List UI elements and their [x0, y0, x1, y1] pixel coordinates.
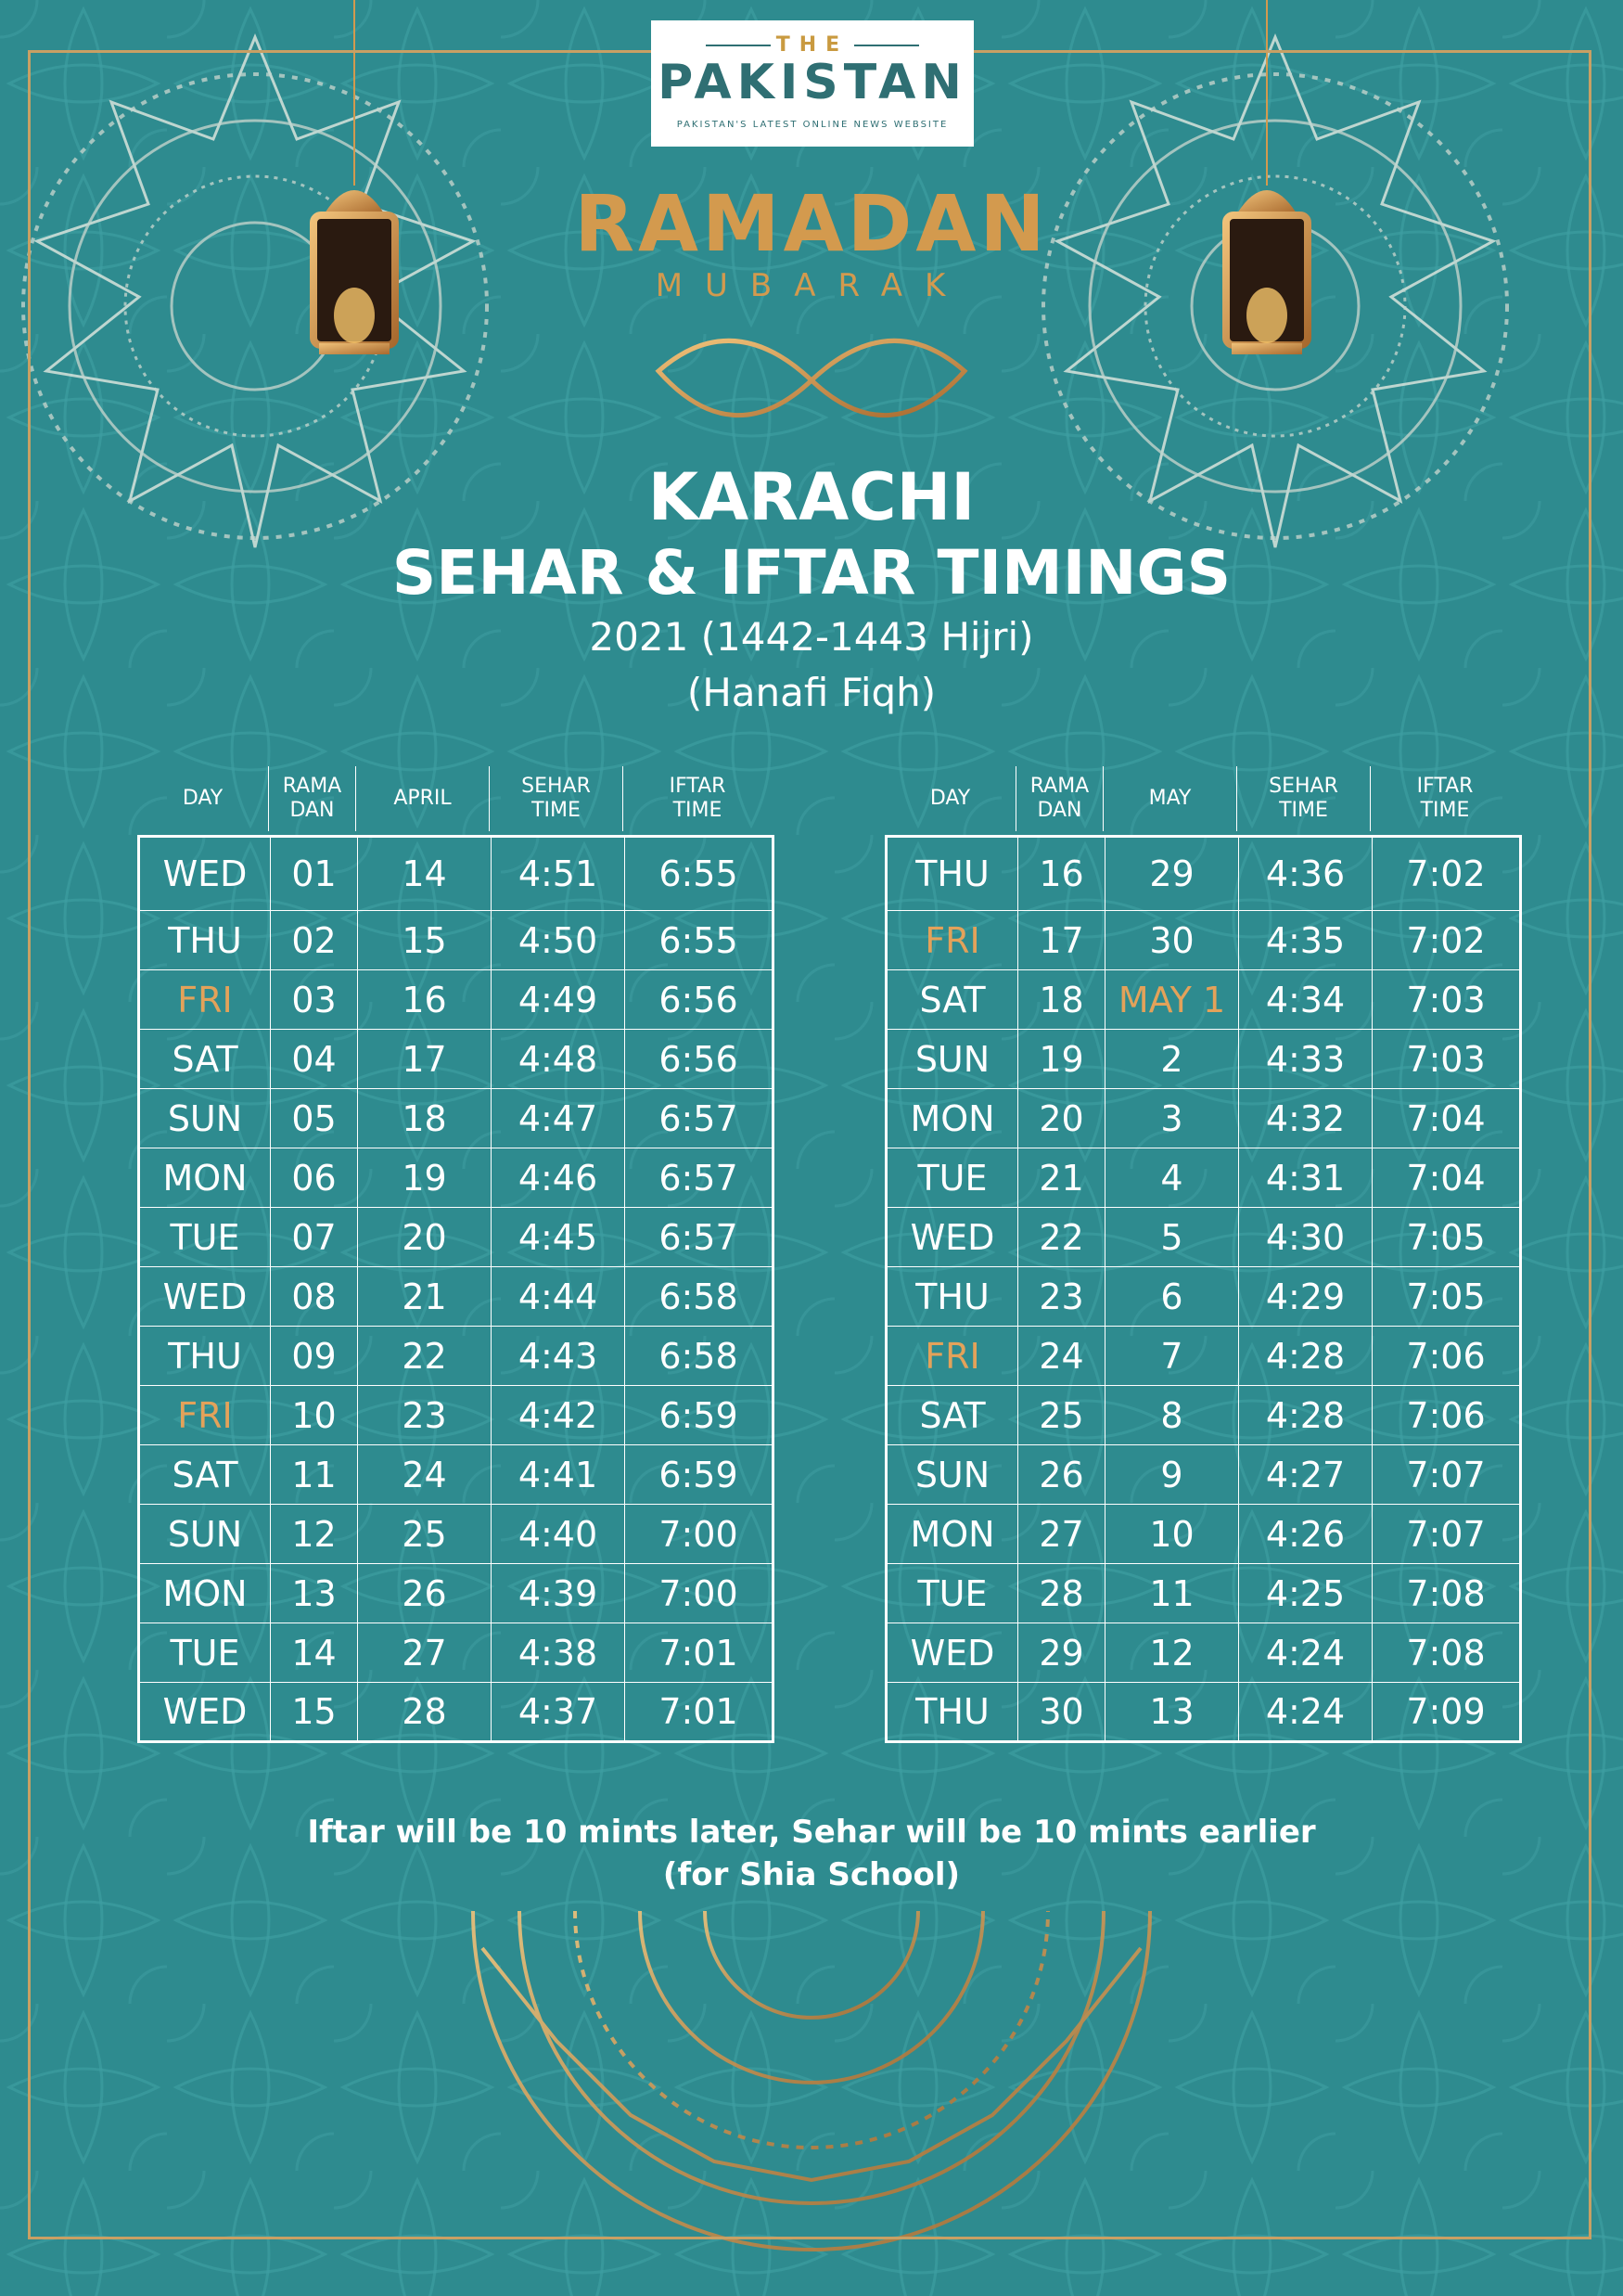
- cell-sehar: 4:36: [1239, 837, 1373, 911]
- footnote-line1: Iftar will be 10 mints later, Sehar will be 10 mints earlier: [307, 1814, 1316, 1851]
- cell-iftar: 7:04: [1373, 1148, 1521, 1208]
- cell-iftar: 6:57: [625, 1148, 773, 1208]
- cell-ramadan: 26: [1018, 1445, 1105, 1505]
- table-row: [887, 1623, 1521, 1683]
- cell-date: 23: [358, 1386, 492, 1445]
- cell-day: SAT: [887, 970, 1018, 1030]
- cell-sehar: 4:24: [1239, 1623, 1373, 1683]
- cell-ramadan: 12: [271, 1505, 358, 1564]
- cell-iftar: 6:56: [625, 970, 773, 1030]
- cell-day: TUE: [139, 1623, 271, 1683]
- cell-ramadan: 04: [271, 1030, 358, 1089]
- footnote: [0, 1811, 1623, 1896]
- cell-sehar: 4:42: [492, 1386, 625, 1445]
- cell-ramadan: 23: [1018, 1267, 1105, 1327]
- cell-iftar: 7:07: [1373, 1445, 1521, 1505]
- cell-date: 29: [1105, 837, 1239, 911]
- table-row: [139, 1327, 773, 1386]
- cell-ramadan: 15: [271, 1683, 358, 1742]
- cell-date: 30: [1105, 911, 1239, 970]
- cell-date: 25: [358, 1505, 492, 1564]
- table-row: [887, 1445, 1521, 1505]
- mubarak-heading: MUBARAK: [655, 267, 968, 304]
- cell-sehar: 4:41: [492, 1445, 625, 1505]
- table-row: [139, 970, 773, 1030]
- cell-ramadan: 22: [1018, 1208, 1105, 1267]
- table-row: [139, 1208, 773, 1267]
- cell-date: 14: [358, 837, 492, 911]
- cell-iftar: 7:08: [1373, 1623, 1521, 1683]
- right-table-header: [885, 766, 1522, 831]
- cell-iftar: 7:02: [1373, 911, 1521, 970]
- left-table-header: [137, 766, 774, 831]
- cell-iftar: 7:00: [625, 1505, 773, 1564]
- table-row: [139, 1564, 773, 1623]
- table-row: [887, 970, 1521, 1030]
- cell-iftar: 7:08: [1373, 1564, 1521, 1623]
- cell-ramadan: 10: [271, 1386, 358, 1445]
- table-row: [139, 1505, 773, 1564]
- cell-day: THU: [887, 837, 1018, 911]
- cell-date: 17: [358, 1030, 492, 1089]
- cell-day: WED: [139, 1267, 271, 1327]
- cell-day: WED: [887, 1623, 1018, 1683]
- cell-iftar: 6:59: [625, 1445, 773, 1505]
- cell-ramadan: 28: [1018, 1564, 1105, 1623]
- cell-ramadan: 18: [1018, 970, 1105, 1030]
- cell-day: TUE: [139, 1208, 271, 1267]
- table-row: [887, 1148, 1521, 1208]
- cell-date: 28: [358, 1683, 492, 1742]
- cell-iftar: 6:55: [625, 837, 773, 911]
- cell-ramadan: 05: [271, 1089, 358, 1148]
- cell-day: TUE: [887, 1564, 1018, 1623]
- table-row: [139, 1445, 773, 1505]
- cell-day: SUN: [887, 1445, 1018, 1505]
- cell-date: 27: [358, 1623, 492, 1683]
- cell-iftar: 7:03: [1373, 1030, 1521, 1089]
- cell-iftar: 6:56: [625, 1030, 773, 1089]
- cell-date: 6: [1105, 1267, 1239, 1327]
- table-row: [139, 837, 773, 911]
- footnote-line2: (for Shia School): [662, 1856, 961, 1893]
- cell-date: 18: [358, 1089, 492, 1148]
- table-row: [139, 911, 773, 970]
- cell-sehar: 4:25: [1239, 1564, 1373, 1623]
- logo: [651, 20, 974, 147]
- cell-ramadan: 21: [1018, 1148, 1105, 1208]
- table-row: [887, 1327, 1521, 1386]
- table-row: [887, 1564, 1521, 1623]
- cell-date: 7: [1105, 1327, 1239, 1386]
- cell-ramadan: 08: [271, 1267, 358, 1327]
- cell-day: SAT: [139, 1030, 271, 1089]
- cell-date: 19: [358, 1148, 492, 1208]
- cell-date: MAY 1: [1105, 970, 1239, 1030]
- header-iftar: IFTAR TIME: [1416, 775, 1474, 822]
- cell-ramadan: 24: [1018, 1327, 1105, 1386]
- cell-iftar: 7:02: [1373, 837, 1521, 911]
- cell-date: 26: [358, 1564, 492, 1623]
- table-row: [139, 1267, 773, 1327]
- ramadan-heading: RAMADAN: [574, 178, 1049, 269]
- fiqh-subtitle: (Hanafi Fiqh): [686, 670, 937, 715]
- table-row: [887, 1030, 1521, 1089]
- cell-day: MON: [139, 1148, 271, 1208]
- header-sehar: SEHAR TIME: [1237, 766, 1371, 831]
- cell-sehar: 4:47: [492, 1089, 625, 1148]
- header-iftar: IFTAR TIME: [669, 775, 726, 822]
- table-row: [887, 1267, 1521, 1327]
- cell-iftar: 6:58: [625, 1267, 773, 1327]
- cell-sehar: 4:31: [1239, 1148, 1373, 1208]
- table-row: [139, 1683, 773, 1742]
- cell-date: 10: [1105, 1505, 1239, 1564]
- cell-iftar: 7:05: [1373, 1267, 1521, 1327]
- logo-brand: PAKISTAN: [658, 55, 967, 110]
- cell-ramadan: 03: [271, 970, 358, 1030]
- cell-day: SUN: [887, 1030, 1018, 1089]
- cell-sehar: 4:28: [1239, 1386, 1373, 1445]
- cell-iftar: 7:00: [625, 1564, 773, 1623]
- cell-day: SAT: [887, 1386, 1018, 1445]
- cell-date: 3: [1105, 1089, 1239, 1148]
- logo-tagline: PAKISTAN'S LATEST ONLINE NEWS WEBSITE: [676, 120, 949, 130]
- header-sehar: SEHAR TIME: [490, 766, 623, 831]
- right-timetable: [885, 766, 1522, 1743]
- header-ramadan: RAMA DAN: [269, 766, 356, 831]
- cell-day: THU: [139, 1327, 271, 1386]
- cell-sehar: 4:46: [492, 1148, 625, 1208]
- cell-sehar: 4:24: [1239, 1683, 1373, 1742]
- header-month: APRIL: [356, 766, 490, 831]
- cell-day: MON: [887, 1505, 1018, 1564]
- cell-sehar: 4:33: [1239, 1030, 1373, 1089]
- cell-ramadan: 11: [271, 1445, 358, 1505]
- cell-day: WED: [887, 1208, 1018, 1267]
- cell-sehar: 4:39: [492, 1564, 625, 1623]
- left-timetable: [137, 766, 774, 1743]
- cell-iftar: 6:55: [625, 911, 773, 970]
- cell-ramadan: 07: [271, 1208, 358, 1267]
- cell-ramadan: 09: [271, 1327, 358, 1386]
- cell-date: 12: [1105, 1623, 1239, 1683]
- cell-ramadan: 02: [271, 911, 358, 970]
- cell-sehar: 4:48: [492, 1030, 625, 1089]
- header-ramadan: RAMA DAN: [1016, 766, 1104, 831]
- cell-ramadan: 25: [1018, 1386, 1105, 1445]
- cell-ramadan: 29: [1018, 1623, 1105, 1683]
- cell-date: 11: [1105, 1564, 1239, 1623]
- table-row: [887, 1505, 1521, 1564]
- cell-day: MON: [139, 1564, 271, 1623]
- cell-iftar: 7:04: [1373, 1089, 1521, 1148]
- cell-iftar: 6:57: [625, 1208, 773, 1267]
- cell-sehar: 4:27: [1239, 1445, 1373, 1505]
- table-row: [887, 1683, 1521, 1742]
- cell-iftar: 6:59: [625, 1386, 773, 1445]
- right-table: [885, 835, 1522, 1743]
- table-row: [887, 1208, 1521, 1267]
- cell-sehar: 4:30: [1239, 1208, 1373, 1267]
- table-row: [139, 1623, 773, 1683]
- cell-day: TUE: [887, 1148, 1018, 1208]
- cell-iftar: 7:06: [1373, 1327, 1521, 1386]
- cell-day: MON: [887, 1089, 1018, 1148]
- cell-ramadan: 16: [1018, 837, 1105, 911]
- cell-sehar: 4:51: [492, 837, 625, 911]
- cell-day: THU: [139, 911, 271, 970]
- cell-date: 8: [1105, 1386, 1239, 1445]
- cell-date: 13: [1105, 1683, 1239, 1742]
- table-row: [887, 1089, 1521, 1148]
- cell-sehar: 4:38: [492, 1623, 625, 1683]
- cell-day: FRI: [139, 970, 271, 1030]
- cell-iftar: 7:01: [625, 1683, 773, 1742]
- cell-sehar: 4:40: [492, 1505, 625, 1564]
- cell-sehar: 4:43: [492, 1327, 625, 1386]
- cell-ramadan: 19: [1018, 1030, 1105, 1089]
- cell-iftar: 7:09: [1373, 1683, 1521, 1742]
- cell-day: SUN: [139, 1505, 271, 1564]
- cell-day: WED: [139, 837, 271, 911]
- city-title: KARACHI: [647, 459, 976, 535]
- cell-iftar: 7:01: [625, 1623, 773, 1683]
- cell-iftar: 7:07: [1373, 1505, 1521, 1564]
- cell-date: 16: [358, 970, 492, 1030]
- cell-ramadan: 14: [271, 1623, 358, 1683]
- cell-day: FRI: [887, 911, 1018, 970]
- cell-day: FRI: [887, 1327, 1018, 1386]
- header-month: MAY: [1104, 766, 1237, 831]
- cell-ramadan: 06: [271, 1148, 358, 1208]
- cell-day: SUN: [139, 1089, 271, 1148]
- cell-sehar: 4:49: [492, 970, 625, 1030]
- cell-day: THU: [887, 1267, 1018, 1327]
- cell-day: THU: [887, 1683, 1018, 1742]
- cell-sehar: 4:50: [492, 911, 625, 970]
- cell-ramadan: 01: [271, 837, 358, 911]
- cell-ramadan: 27: [1018, 1505, 1105, 1564]
- cell-date: 5: [1105, 1208, 1239, 1267]
- cell-date: 9: [1105, 1445, 1239, 1505]
- year-subtitle: 2021 (1442-1443 Hijri): [589, 614, 1034, 660]
- cell-date: 4: [1105, 1148, 1239, 1208]
- cell-iftar: 7:06: [1373, 1386, 1521, 1445]
- cell-ramadan: 20: [1018, 1089, 1105, 1148]
- page-title: SEHAR & IFTAR TIMINGS: [391, 537, 1232, 609]
- table-row: [139, 1030, 773, 1089]
- cell-date: 20: [358, 1208, 492, 1267]
- table-row: [139, 1386, 773, 1445]
- cell-sehar: 4:34: [1239, 970, 1373, 1030]
- cell-date: 15: [358, 911, 492, 970]
- cell-day: FRI: [139, 1386, 271, 1445]
- table-row: [887, 911, 1521, 970]
- table-row: [887, 837, 1521, 911]
- header-day: DAY: [137, 766, 269, 831]
- cell-day: SAT: [139, 1445, 271, 1505]
- cell-date: 2: [1105, 1030, 1239, 1089]
- cell-date: 22: [358, 1327, 492, 1386]
- cell-sehar: 4:44: [492, 1267, 625, 1327]
- header-day: DAY: [885, 766, 1016, 831]
- table-row: [139, 1148, 773, 1208]
- cell-sehar: 4:45: [492, 1208, 625, 1267]
- cell-sehar: 4:28: [1239, 1327, 1373, 1386]
- logo-the: THE: [651, 33, 974, 57]
- cell-ramadan: 30: [1018, 1683, 1105, 1742]
- cell-sehar: 4:32: [1239, 1089, 1373, 1148]
- cell-sehar: 4:29: [1239, 1267, 1373, 1327]
- cell-sehar: 4:35: [1239, 911, 1373, 970]
- table-row: [887, 1386, 1521, 1445]
- cell-date: 21: [358, 1267, 492, 1327]
- cell-sehar: 4:37: [492, 1683, 625, 1742]
- cell-iftar: 6:58: [625, 1327, 773, 1386]
- table-row: [139, 1089, 773, 1148]
- cell-day: WED: [139, 1683, 271, 1742]
- left-table: [137, 835, 774, 1743]
- cell-date: 24: [358, 1445, 492, 1505]
- cell-iftar: 6:57: [625, 1089, 773, 1148]
- cell-iftar: 7:05: [1373, 1208, 1521, 1267]
- cell-sehar: 4:26: [1239, 1505, 1373, 1564]
- cell-ramadan: 17: [1018, 911, 1105, 970]
- cell-iftar: 7:03: [1373, 970, 1521, 1030]
- cell-ramadan: 13: [271, 1564, 358, 1623]
